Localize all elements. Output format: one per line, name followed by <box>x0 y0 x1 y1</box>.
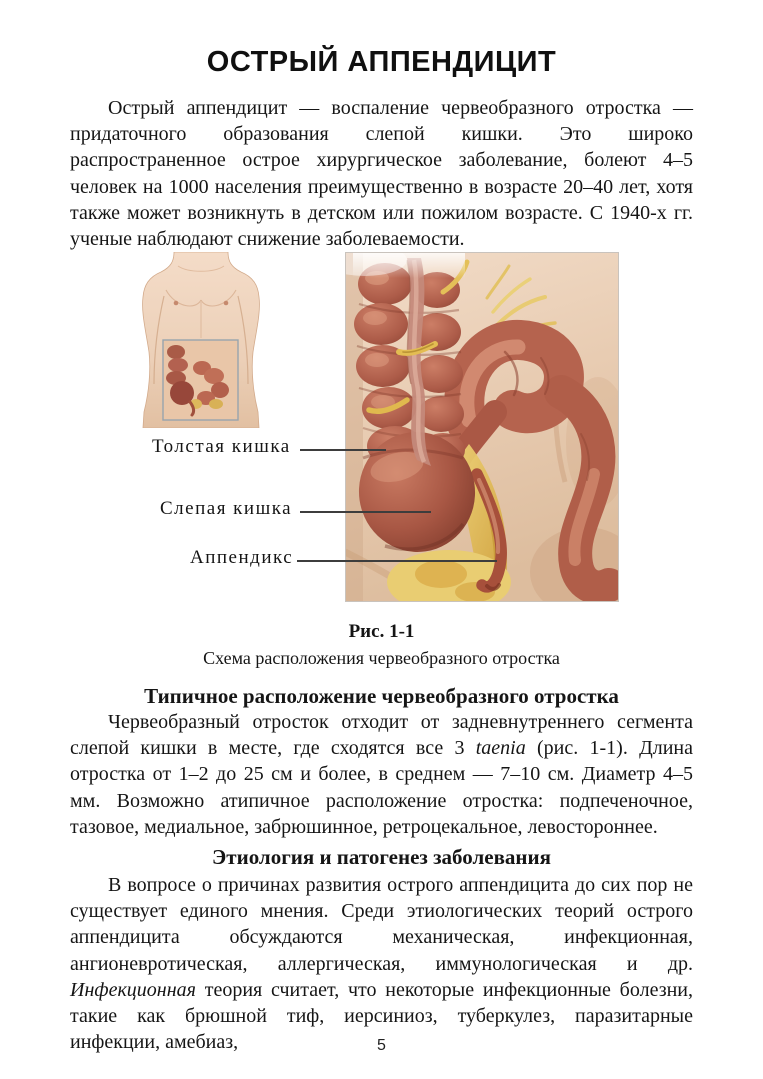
page-title: ОСТРЫЙ АППЕНДИЦИТ <box>206 46 557 78</box>
leader-line-colon <box>300 449 386 451</box>
para3-italic-term: Инфекционная <box>70 978 196 1001</box>
para2-italic-term: taenia <box>475 737 526 760</box>
leader-line-cecum <box>300 511 431 513</box>
section-heading-typical-location: Типичное расположение червеобразного отростка <box>144 684 619 708</box>
section-heading-etiology: Этиология и патогенез заболевания <box>212 845 551 869</box>
etiology-paragraph <box>70 872 693 1055</box>
leader-line-appendix <box>297 560 497 562</box>
nipple-left <box>174 301 179 306</box>
figure-block <box>0 252 763 602</box>
figure-label-appendix <box>190 547 293 569</box>
para2-text-before: Червеобразный отросток отходит от задневнутреннего сегмента слепой кишки в месте, где сходятся все 3 <box>70 711 693 760</box>
figure-label-cecum-text: Слепая кишка <box>160 498 293 519</box>
figure-label-appendix-text: Аппендикс <box>190 547 294 568</box>
figure-label-cecum <box>160 498 292 520</box>
page-number: 5 <box>377 1037 386 1054</box>
para2-text-after: (рис. 1-1). Длина отростка от 1–2 до 25 см и более, в среднем — 7–10 см. Диаметр 4–5 мм. Возможно атипичное расположение отростка: подпеченочное, тазовое, медиальное, забрюшинное, ретроцекальное, левостороннее. <box>70 737 694 838</box>
figure-label-colon-text: Толстая кишка <box>152 436 291 457</box>
nipple-right <box>224 301 229 306</box>
figure-caption-text: Схема расположения червеобразного отростка <box>203 648 560 668</box>
typical-location-paragraph <box>70 709 693 840</box>
figure-label-colon <box>152 436 291 458</box>
anatomy-illustration <box>345 252 619 602</box>
torso-locator-illustration <box>140 252 262 428</box>
figure-caption-number: Рис. 1-1 <box>348 621 415 642</box>
intro-paragraph-text: Острый аппендицит — воспаление червеобразного отростка — придаточного образования слепой кишки. Это широко распространенное острое хирургическое заболевание, болеют 4–5 человек на 1000 населения преимущественно в возрасте 20–40 лет, хотя также может возникнуть в детском или пожилом возрасте. С 1940-х гг. ученые наблюдают снижение заболеваемости. <box>70 97 693 251</box>
para3-text-before: В вопросе о причинах развития острого аппендицита до сих пор не существует единого мнения. Среди этиологических теорий острого аппендицита обсуждаются механическая, инфекционная, ангионевротическая, аллергическая, иммунологическая и др. <box>70 874 693 975</box>
torso-inset-illustration <box>163 340 238 420</box>
para3-text-after: теория считает, что некоторые инфекционные болезни, такие как брюшной тиф, иерсиниоз, туберкулез, паразитарные инфекции, амебиаз, <box>70 978 693 1054</box>
intro-paragraph <box>70 95 693 252</box>
